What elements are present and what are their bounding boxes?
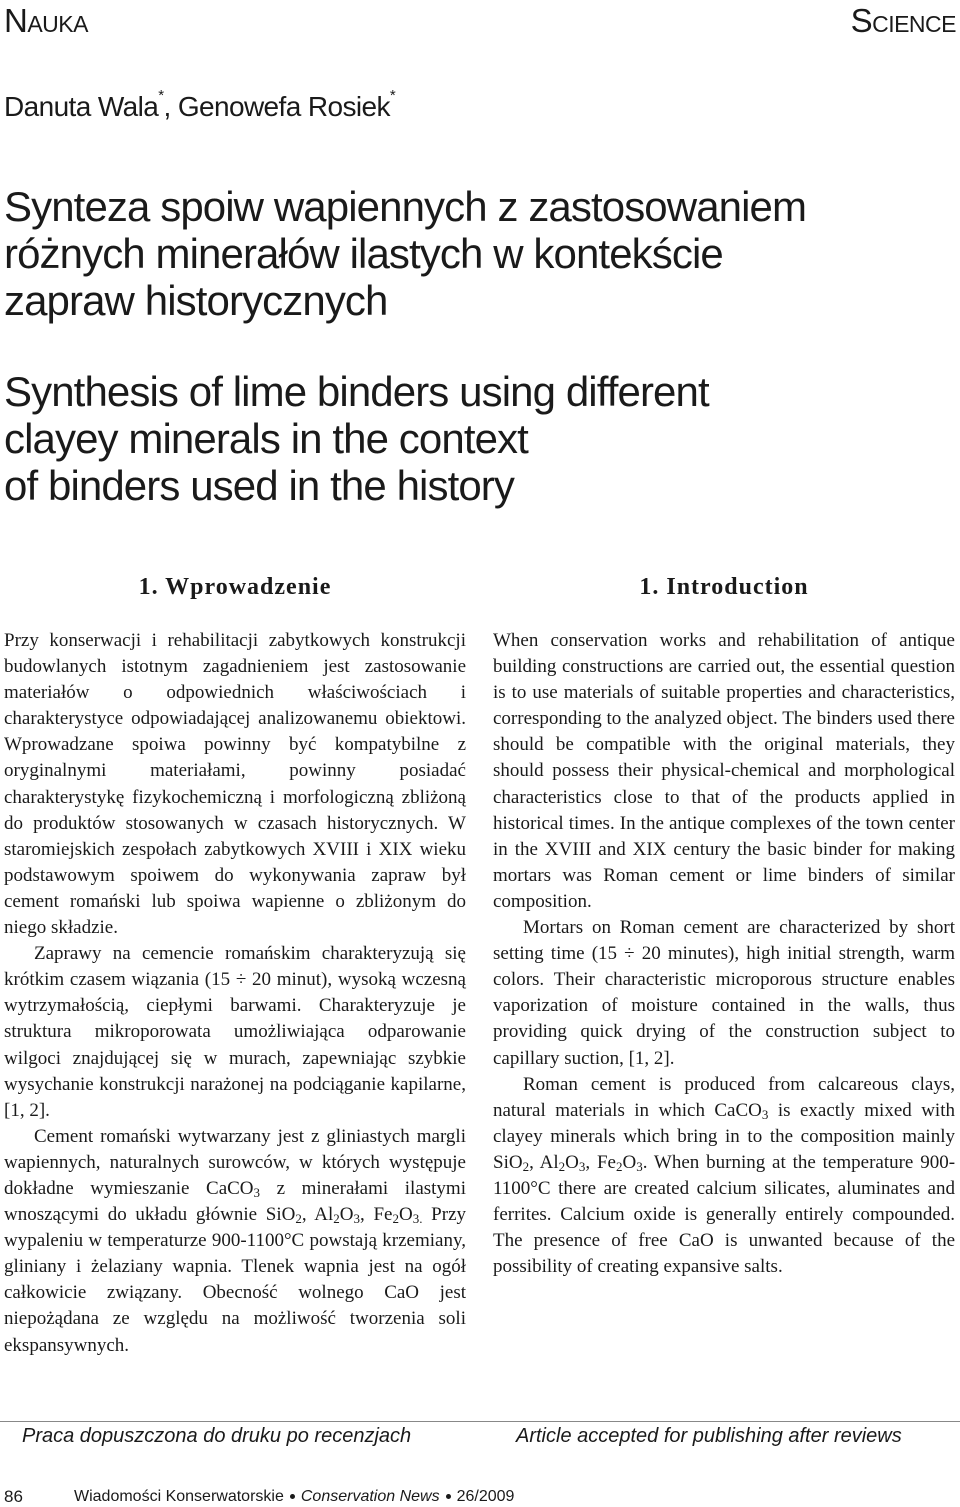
running-head <box>4 2 956 42</box>
journal-name-pl: Wiadomości Konserwatorskie <box>74 1488 284 1505</box>
title-pl-line: Synteza spoiw wapiennych z zastosowaniem <box>4 183 807 230</box>
issue-number: 26/2009 <box>456 1488 515 1505</box>
paragraph-en-3: Roman cement is produced from calcareous clays, natural materials in which CaCO$_3$ is exactly mixed with clayey minerals which bring in to the composition mainly SiO$_2$, $Al_2O_3$, $Fe_2O_3$. When burning at the temperature 900-1100°C there are created calcium silicates, aluminates and ferrites. Calcium oxide is generally entirely compounded. The presence of free CaO is unwanted because of the possibility of creating expansive salts. <box>493 1073 956 1278</box>
journal-name <box>74 1488 514 1506</box>
paragraph-pl-3: Cement romański wytwarzany jest z gliniastych margli wapiennych, naturalnych surowców, w których występuje dokładne wymieszanie CaCO$_3$ z minerałami ilastymi wnoszącymi do układu głównie SiO$_2$, $Al_2O_3$, $Fe_2O_{3.}$ Przy wypaleniu w temperaturze 900-1100°C powstają krzemiany, gliniany i żelaziany wapnia. Tlenek wapnia jest na ogół całkowicie związany. Obecność wolnego CaO jest niepożądana ze względu na możliwość tworzenia soli ekspansywnych. <box>4 1125 466 1356</box>
title-pl-line: zapraw historycznych <box>4 277 388 324</box>
journal-name-en: Conservation News <box>300 1488 440 1505</box>
title-pl-line: różnych minerałów ilastych w kontekście <box>4 230 723 277</box>
page-footer <box>0 1487 960 1507</box>
author-1: Danuta Wala <box>4 91 159 122</box>
page-number: 86 <box>4 1487 23 1506</box>
paragraph-pl-2: Zaprawy na cemencie romańskim charakteryzują się krótkim czasem wiązania (15 ÷ 20 minut), wysoką wczesną wytrzymałością, ciepłymi barwami. Charakteryzuje je struktura mikroporowata umożliwiająca odparowanie wilgoci znajdującej się w murach, zapewniając szybkie wysychanie konstrukcji narażonej na podciąganie kapilarne, [1, 2]. <box>4 943 466 1121</box>
column-english <box>493 570 955 1280</box>
author-1-mark: * <box>158 87 164 104</box>
title-en-line: Synthesis of lime binders using different <box>4 368 709 415</box>
section-label-en: Science <box>850 2 956 39</box>
section-heading-pl: 1. Wprowadzenie <box>138 574 332 600</box>
authors <box>4 87 396 123</box>
paragraph-en-1: When conservation works and rehabilitation of antique building constructions are carried out, the essential question is to use materials of suitable properties and characteristics, corresponding to the analyzed object. The binders used there should be compatible with the original materials, they should possess their physical-chemical and morphological characteristics close to that of the products applied in historical times. In the antique complexes of the town center in the XVIII and XIX century the basic binder for making mortars was Roman cement or lime binders of similar composition. <box>493 630 955 912</box>
column-polish <box>4 570 466 1359</box>
title-english <box>4 368 709 509</box>
author-separator: , <box>163 91 178 122</box>
paragraph-en-2: Mortars on Roman cement are characterized by short setting time (15 ÷ 20 minutes), high initial strength, warm colors. Their characteristic microporous structure enables vaporization of moisture contained in the walls, thus providing quick drying of the construction subject to capillary suction, [1, 2]. <box>493 917 955 1069</box>
section-label-pl: Nauka <box>4 2 88 39</box>
section-heading-en: 1. Introduction <box>639 574 809 600</box>
paragraph-pl-1: Przy konserwacji i rehabilitacji zabytkowych konstrukcji budowlanych istotnym zagadnieniem jest zastosowanie materiałów o odpowiednich właściwościach i charakterystyce odpowiadającej analizowanemu obiektowi. Wprowadzane spoiwa powinny być kompatybilne z oryginalnymi materiałami, powinny posiadać charakterystykę fizykochemiczną i morfologiczną zbliżoną do produktów stosowanych w czasach historycznych. W staromiejskich zespołach zabytkowych XVIII i XIX wieku podstawowym spoiwem do wykonywania zapraw był cement romański lub spoiwa wapienne o zbliżonym do niego składzie. <box>4 630 466 939</box>
title-polish <box>4 183 806 324</box>
bullet-icon <box>446 1494 451 1499</box>
author-2-mark: * <box>389 87 396 104</box>
review-note-en: Article accepted for publishing after reviews <box>516 1425 902 1447</box>
title-en-line: of binders used in the history <box>4 462 514 509</box>
title-en-line: clayey minerals in the context <box>4 415 528 462</box>
divider <box>0 1421 960 1422</box>
author-2: Genowefa Rosiek <box>177 91 390 122</box>
review-note-pl: Praca dopuszczona do druku po recenzjach <box>22 1425 412 1447</box>
bullet-icon <box>290 1494 295 1499</box>
review-note-bar <box>0 1421 960 1453</box>
